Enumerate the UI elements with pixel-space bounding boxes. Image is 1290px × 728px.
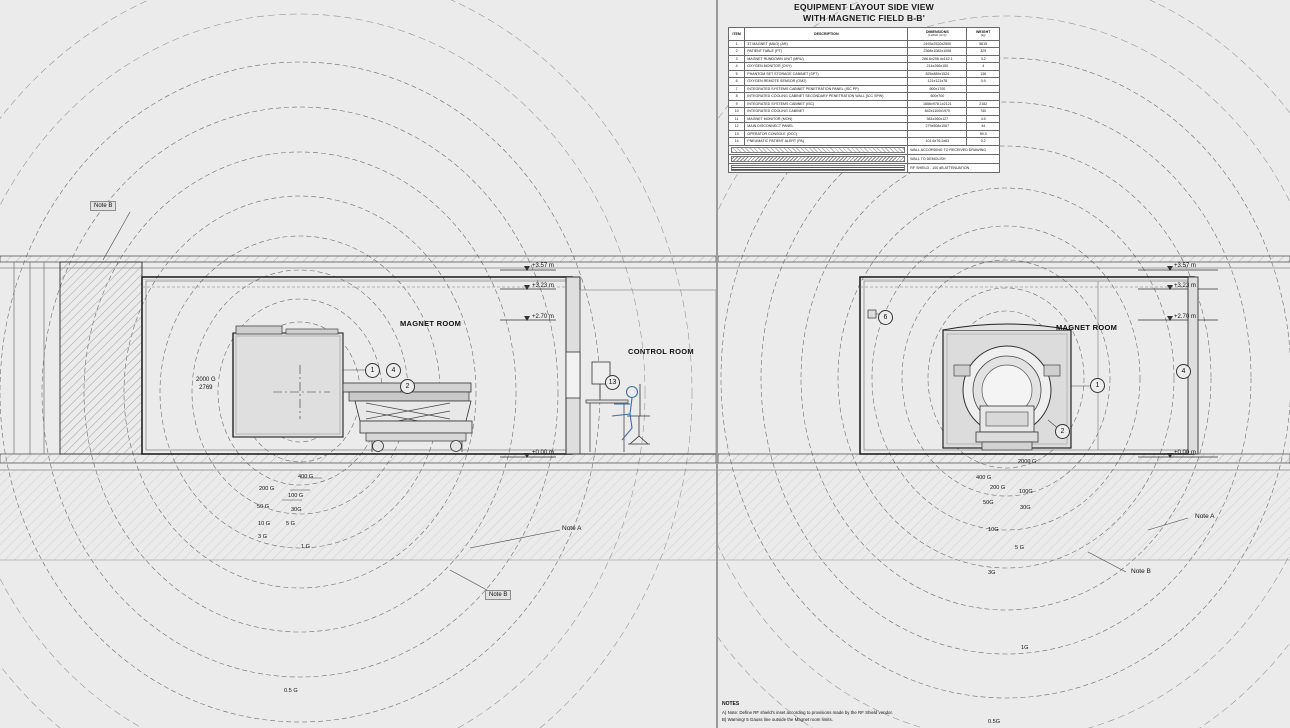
- legend-swatch-demolish: [729, 154, 908, 163]
- cell-description: OXYGEN MONITOR (OXY): [745, 63, 908, 70]
- elevation-label-left-2: +3.23 m: [532, 283, 554, 289]
- legend-row-demolish: [729, 154, 1000, 163]
- cell-weight: 0.9: [967, 78, 1000, 85]
- cell-dimensions: 121x121x78: [908, 78, 967, 85]
- cell-weight: 329: [967, 48, 1000, 55]
- cell-item: 11: [729, 115, 745, 122]
- gauss-label-right-50: 50G: [983, 500, 994, 506]
- equipment-table-header-row: [729, 28, 1000, 41]
- cell-item: 10: [729, 108, 745, 115]
- callout-left-13: 13: [605, 375, 620, 390]
- cell-item: 6: [729, 78, 745, 85]
- cell-description: PATIENT TABLE (PT): [745, 48, 908, 55]
- cell-description: OPERATOR CONSOLE (OCC): [745, 130, 908, 137]
- equipment-table-title: [728, 2, 1000, 24]
- field-tag-left-line1: 2000 G: [196, 377, 216, 383]
- gauss-label-left-3: 3 G: [258, 534, 268, 540]
- cell-dimensions: 286.6x206.4x142.1: [908, 55, 967, 62]
- cell-description: INTEGRATED SYSTEMS CABINET (ISC): [745, 100, 908, 107]
- note-a-ref-left: Note A: [562, 525, 582, 532]
- cell-weight: 59.3: [967, 130, 1000, 137]
- cell-item: 3: [729, 55, 745, 62]
- cell-description: PNEUMATIC PATIENT ALERT (PA): [745, 138, 908, 145]
- legend-row-rf: [729, 163, 1000, 172]
- demolish-hatch-swatch: [731, 156, 905, 162]
- cell-description: 3T MAGNET (MAG) (AR): [745, 40, 908, 47]
- cell-weight: 44: [967, 123, 1000, 130]
- cell-item: 4: [729, 63, 745, 70]
- cell-dimensions: 214x266x150: [908, 63, 967, 70]
- table-row: [729, 63, 1000, 70]
- cell-dimensions: 600x700: [908, 93, 967, 100]
- field-tag-left-line2: 2769: [199, 384, 213, 391]
- table-row: [729, 138, 1000, 145]
- cell-weight: 5615: [967, 40, 1000, 47]
- legend-row-wall: [729, 145, 1000, 154]
- gauss-label-right-0-5: 0.5G: [988, 719, 1001, 725]
- callout-right-6: 6: [878, 310, 893, 325]
- header-item: ITEM: [729, 28, 745, 41]
- cell-item: 14: [729, 138, 745, 145]
- wall-hatch-swatch: [731, 147, 905, 153]
- cell-item: 1: [729, 40, 745, 47]
- cell-dimensions: 825x889x1524: [908, 70, 967, 77]
- right-elevation-panel: [718, 0, 1290, 728]
- callout-left-2: 2: [400, 379, 415, 394]
- table-row: [729, 100, 1000, 107]
- header-dimensions: [908, 28, 967, 41]
- gauss-label-right-5: 5 G: [1015, 545, 1025, 551]
- cell-item: 12: [729, 123, 745, 130]
- callout-left-4: 4: [386, 363, 401, 378]
- gauss-label-left-200: 200 G: [259, 486, 275, 492]
- cell-item: 5: [729, 70, 745, 77]
- equipment-table-title-line2: WITH MAGNETIC FIELD B-B': [803, 13, 925, 23]
- cell-description: MAGNET MONITOR (MON): [745, 115, 908, 122]
- gauss-label-right-100: 100G: [1019, 489, 1033, 495]
- table-row: [729, 85, 1000, 92]
- table-row: [729, 123, 1000, 130]
- gauss-label-left-10: 10 G: [258, 521, 271, 527]
- header-dimensions-main: DIMENSIONS: [925, 30, 949, 34]
- cell-description: OXYGEN REMOTE SENSOR (OM2): [745, 78, 908, 85]
- table-row: [729, 55, 1000, 62]
- elevation-label-left-1: +3.57 m: [532, 263, 554, 269]
- cell-weight: [967, 93, 1000, 100]
- callout-right-2: 2: [1055, 424, 1070, 439]
- cell-item: 9: [729, 100, 745, 107]
- table-row: [729, 130, 1000, 137]
- elevation-label-right-1: +3.57 m: [1174, 263, 1196, 269]
- note-line-b: B) Warning! 5 Gauss line outside the Magnet room limits.: [722, 717, 833, 723]
- gauss-label-right-1: 1G: [1021, 645, 1029, 651]
- control-room-label: CONTROL ROOM: [628, 347, 694, 356]
- cell-weight: 4: [967, 63, 1000, 70]
- legend-swatch-rf: [729, 163, 908, 172]
- elevation-label-right-3: +2.70 m: [1174, 314, 1196, 320]
- cell-description: INTEGRATED SYSTEMS CABINET PENETRATION PANEL (ISC PP): [745, 85, 908, 92]
- gauss-label-right-3: 3G: [988, 570, 996, 576]
- legend-label-demolish: WALL TO DEMOLISH: [908, 154, 1000, 163]
- table-row: [729, 70, 1000, 77]
- header-weight-main: WEIGHT: [976, 30, 991, 34]
- gauss-label-left-400: 400 G: [298, 474, 314, 480]
- cell-weight: 4.5: [967, 115, 1000, 122]
- header-weight: [967, 28, 1000, 41]
- equipment-table-body: [729, 40, 1000, 172]
- note-line-a: A) Note: Define RF shield's inset according to provisions made by the RF Shield vendor.: [722, 710, 893, 716]
- table-row: [729, 48, 1000, 55]
- elevation-label-left-3: +2.70 m: [532, 314, 554, 320]
- cell-dimensions: 2368x1082x1008: [908, 48, 967, 55]
- gauss-label-left-5: 5 G: [286, 521, 296, 527]
- cell-dimensions: 2493x2520x2500: [908, 40, 967, 47]
- cell-item: 7: [729, 85, 745, 92]
- cell-description: INTEGRATED COOLING CABINET: [745, 108, 908, 115]
- cell-weight: [967, 85, 1000, 92]
- elevation-label-right-2: +3.23 m: [1174, 283, 1196, 289]
- cell-weight: 0.2: [967, 138, 1000, 145]
- table-row: [729, 115, 1000, 122]
- cell-description: MAIN DISCONNECT PANEL: [745, 123, 908, 130]
- equipment-table: [728, 27, 1000, 173]
- legend-swatch-wall: [729, 145, 908, 154]
- legend-label-wall: WALL ACCORDING TO RECEIVED DRAWING: [908, 145, 1000, 154]
- cell-item: 2: [729, 48, 745, 55]
- table-row: [729, 108, 1000, 115]
- elevation-label-right-4: +0.00 m: [1174, 450, 1196, 456]
- notes-block: [722, 701, 1122, 724]
- table-row: [729, 78, 1000, 85]
- cell-item: 13: [729, 130, 745, 137]
- cell-dimensions: 1856x978.1x2121: [908, 100, 967, 107]
- cell-description: INTEGRATED COOLING CABINET SECONDARY PENETRATION WALL (ICC SPW): [745, 93, 908, 100]
- gauss-label-left-30: 30G: [291, 507, 302, 513]
- gauss-label-left-1: 1 G: [301, 544, 311, 550]
- cell-description: PHANTOM SET STORAGE CABINET (SPT): [745, 70, 908, 77]
- cell-dimensions: 381x260x127: [908, 115, 967, 122]
- equipment-table-block: [728, 2, 1000, 173]
- cell-dimensions: 600x1700: [908, 85, 967, 92]
- gauss-label-right-30: 30G: [1020, 505, 1031, 511]
- field-tag-right: 2000 G: [1018, 459, 1037, 465]
- header-weight-sub: (kg): [980, 33, 986, 38]
- table-row: [729, 93, 1000, 100]
- cell-dimensions: [908, 130, 967, 137]
- note-a-ref-right: Note A: [1195, 513, 1215, 520]
- cell-item: 8: [729, 93, 745, 100]
- notes-title: NOTES: [722, 701, 740, 708]
- cell-weight: 3.2: [967, 55, 1000, 62]
- cell-dimensions: 279x508x1067: [908, 123, 967, 130]
- cell-description: MAGNET RUNDOWN UNIT (MRU): [745, 55, 908, 62]
- magnet-room-label-left: MAGNET ROOM: [400, 319, 462, 328]
- callout-right-1: 1: [1090, 378, 1105, 393]
- rf-shield-hatch-swatch: [731, 165, 905, 171]
- field-tag-left: [196, 377, 216, 392]
- legend-label-rf: RF SHIELD - 100 dB ATTENUATION: [908, 163, 1000, 172]
- cell-dimensions: 842x1100x1970: [908, 108, 967, 115]
- cell-weight: 136: [967, 70, 1000, 77]
- table-row: [729, 40, 1000, 47]
- equipment-table-title-line1: EQUIPMENT LAYOUT SIDE VIEW: [793, 2, 934, 12]
- magnet-room-label-right: MAGNET ROOM: [1056, 323, 1118, 332]
- gauss-label-right-10: 10G: [988, 527, 999, 533]
- callout-left-1: 1: [365, 363, 380, 378]
- callout-right-4: 4: [1176, 364, 1191, 379]
- note-b-ref-right: Note B: [1131, 568, 1151, 575]
- gauss-label-right-400: 400 G: [976, 475, 992, 481]
- header-dimensions-sub: (LxWxH (mm)): [928, 33, 947, 38]
- gauss-label-left-100: 100 G: [288, 493, 304, 499]
- cell-weight: 2152: [967, 100, 1000, 107]
- cell-dimensions: 101.6x76.2x63: [908, 138, 967, 145]
- cell-weight: 740: [967, 108, 1000, 115]
- elevation-label-left-4: +0.00 m: [532, 450, 554, 456]
- header-description: DESCRIPTION: [745, 28, 908, 41]
- gauss-label-right-200: 200 G: [990, 485, 1006, 491]
- gauss-label-left-0-5: 0.5 G: [284, 688, 298, 694]
- note-b-ref-left-top: Note B: [90, 201, 116, 211]
- gauss-label-left-50: 50 G: [257, 504, 270, 510]
- note-b-ref-left-bottom: Note B: [485, 590, 511, 600]
